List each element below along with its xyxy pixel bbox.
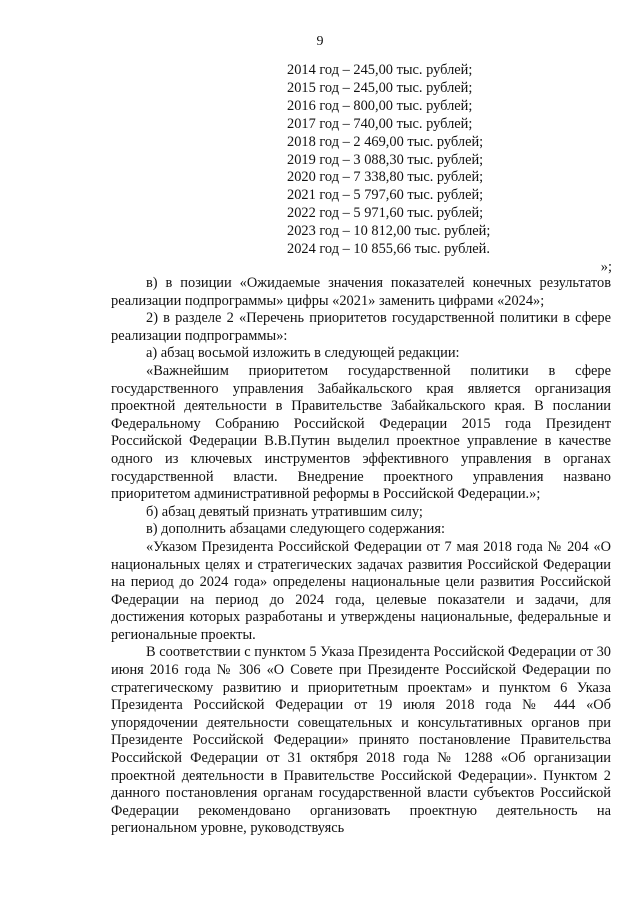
funding-by-year-list	[287, 62, 490, 259]
funding-line: 2024 год – 10 855,66 тыс. рублей.	[287, 241, 490, 258]
funding-line: 2020 год – 7 338,80 тыс. рублей;	[287, 169, 484, 186]
funding-line: 2016 год – 800,00 тыс. рублей;	[287, 97, 473, 114]
funding-line: 2021 год – 5 797,60 тыс. рублей;	[287, 187, 484, 204]
funding-line: 2014 год – 245,00 тыс. рублей;	[287, 62, 473, 78]
body-text	[111, 275, 611, 838]
paragraph: а) абзац восьмой изложить в следующей редакции:	[146, 345, 460, 362]
funding-line: 2019 год – 3 088,30 тыс. рублей;	[287, 151, 484, 168]
paragraph: «Важнейшим приоритетом государственной политики в сфере государственного управления Забайкальского края является организация проектной деятельности в Правительстве Забайкальского края. В послании Федеральному Собранию Российской Федерации 2015 года Президент Российской Федерации В.В.Путин выделил проектное управление в качестве одного из ключевых инструментов эффективного управления в органах государственной власти. Внедрение проектного управления названо приоритетом административной реформы в Российской Федерации.»;	[111, 362, 611, 503]
paragraph: 2) в разделе 2 «Перечень приоритетов государственной политики в сфере реализации подпрограммы»:	[111, 310, 611, 344]
paragraph: б) абзац девятый признать утратившим силу;	[146, 503, 423, 520]
closing-quote: »;	[600, 259, 612, 275]
funding-line: 2015 год – 245,00 тыс. рублей;	[287, 79, 473, 96]
funding-line: 2023 год – 10 812,00 тыс. рублей;	[287, 223, 491, 240]
funding-line: 2022 год – 5 971,60 тыс. рублей;	[287, 205, 484, 222]
paragraph: В соответствии с пунктом 5 Указа Президента Российской Федерации от 30 июня 2016 года № 306 «О Совете при Президенте Российской Федерации по стратегическому развитию и приоритетным проектам» и пунктом 6 Указа Президента Российской Федерации от 19 июля 2018 года № 444 «Об упорядочении деятельности совещательных и консультативных органов при Президенте Российской Федерации» принято постановление Правительства Российской Федерации от 31 октября 2018 года № 1288 «Об организации проектной деятельности в Правительстве Российской Федерации». Пунктом 2 данного постановления органам государственной власти субъектов Российской Федерации рекомендовано организовать проектную деятельность на региональном уровне, руководствуясь	[111, 644, 611, 837]
funding-line: 2018 год – 2 469,00 тыс. рублей;	[287, 133, 484, 150]
paragraph: в) дополнить абзацами следующего содержания:	[146, 521, 445, 538]
page-number: 9	[316, 34, 324, 49]
funding-line: 2017 год – 740,00 тыс. рублей;	[287, 115, 473, 132]
paragraph: «Указом Президента Российской Федерации от 7 мая 2018 года № 204 «О национальных целях и стратегических задачах развития Российской Федерации на период до 2024 года» определены национальные цели развития Российской Федерации на период до 2024 года, целевые показатели и задачи, для достижения которых разработаны и утверждены национальные, федеральные и региональные проекты.	[111, 538, 611, 643]
paragraph: в) в позиции «Ожидаемые значения показателей конечных результатов реализации подпрограммы» цифры «2021» заменить цифрами «2024»;	[111, 275, 611, 309]
